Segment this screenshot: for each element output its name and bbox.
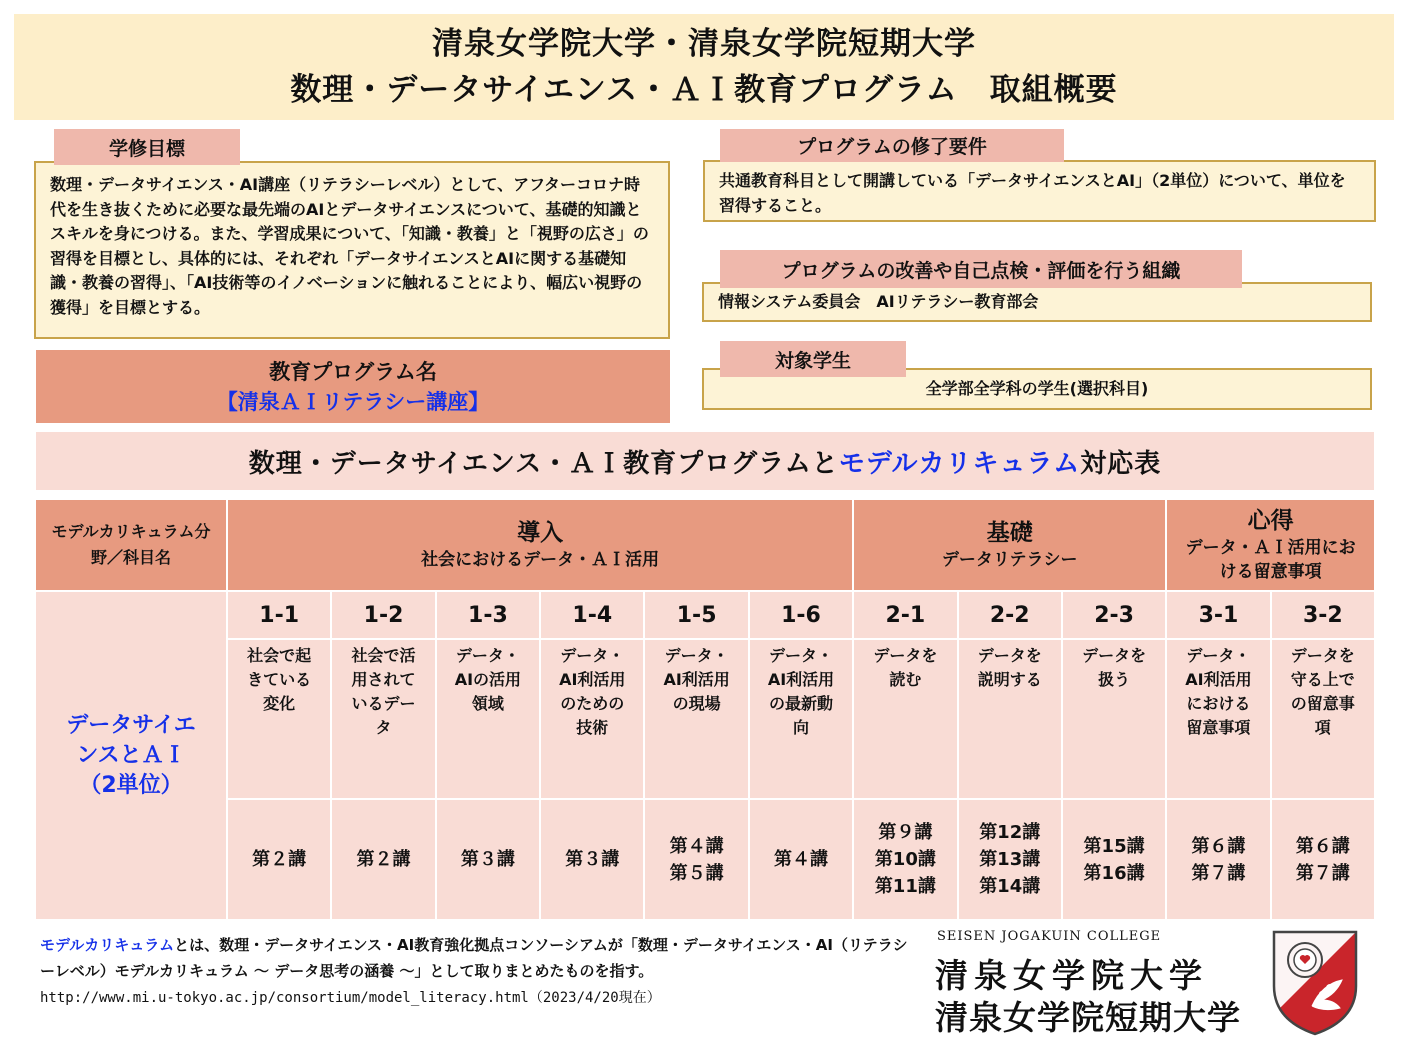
table-corner-header: モデルカリキュラム分野／科目名 [36,500,226,590]
column-number: 1-3 [437,592,539,638]
column-lecture: 第９講 第10講 第11講 [854,800,956,919]
column-lecture: 第６講 第７講 [1272,800,1374,919]
column-number: 2-2 [959,592,1061,638]
page-title-program: 数理・データサイエンス・ＡＩ教育プログラム 取組概要 [290,72,1118,108]
organization-text: 情報システム委員会 AIリテラシー教育部会 [718,292,1039,311]
column-description-text: データ・AI利活用の現場 [663,646,730,713]
column-description-text: 社会で起きている変化 [247,646,312,713]
column-description-text: データ・AI利活用における留意事項 [1185,646,1252,737]
column-description-text: データを説明する [977,646,1042,689]
footnote-term: モデルカリキュラム [40,936,175,954]
column-description-text: データ・AIの活用領域 [454,646,522,713]
column-number: 1-1 [228,592,330,638]
column-description [437,640,539,798]
program-name-box [36,350,670,423]
curriculum-table [36,500,1374,913]
column-number: 3-2 [1272,592,1374,638]
group-header-basic [854,500,1165,590]
column-description-text: データ・AI利活用のための技術 [559,646,626,737]
column-number: 1-2 [332,592,434,638]
column-description [645,640,747,798]
column-description [750,640,852,798]
column-description-text: データを扱う [1082,646,1147,689]
column-description [1063,640,1165,798]
column-lecture: 第15講 第16講 [1063,800,1165,919]
group-header-mindset [1167,500,1374,590]
column-lecture: 第６講 第７講 [1167,800,1269,919]
goals-box [34,161,670,339]
column-lecture: 第４講 第５講 [645,800,747,919]
column-number: 3-1 [1167,592,1269,638]
group-title: 心得 [1247,508,1294,534]
column-description [332,640,434,798]
logo-junior-college: 清泉女学院短期大学 [935,998,1241,1037]
column-lecture: 第２講 [332,800,434,919]
column-description-text: 社会で活用されているデータ [351,646,416,737]
column-description [1272,640,1374,798]
column-lecture: 第３講 [437,800,539,919]
column-lecture: 第３講 [541,800,643,919]
students-text: 全学部全学科の学生(選択科目) [925,379,1149,398]
subject-name: データサイエンスとＡＩ [66,712,196,768]
column-number: 2-1 [854,592,956,638]
program-name-heading: 教育プログラム名 [269,359,437,384]
group-title: 導入 [517,520,564,546]
group-subtitle: データリテラシー [941,550,1078,570]
subject-credits: （2単位） [79,772,183,798]
column-description-text: データ・AI利活用の最新動向 [767,646,835,737]
organization-heading: プログラムの改善や自己点検・評価を行う組織 [720,250,1242,288]
column-number: 1-5 [645,592,747,638]
requirements-text: 共通教育科目として開講している「データサイエンスとAI」（2単位）について、単位を習得すること。 [719,171,1346,215]
column-description-text: データを守る上での留意事項 [1290,646,1355,737]
group-subtitle: 社会におけるデータ・ＡＩ活用 [421,550,660,570]
footnote-url: http://www.mi.u-tokyo.ac.jp/consortium/model_literacy.html（2023/4/20現在） [40,990,661,1006]
program-name-value: 【清泉ＡＩリテラシー講座】 [216,389,490,414]
column-number: 1-4 [541,592,643,638]
title-banner [14,14,1394,120]
group-subtitle: データ・ＡＩ活用における留意事項 [1185,538,1356,582]
column-number: 2-3 [1063,592,1165,638]
column-description-text: データを読む [873,646,938,689]
students-heading: 対象学生 [720,341,906,377]
footnote-text: とは、数理・データサイエンス・AI教育強化拠点コンソーシアムが「数理・データサイエンス・AI（リテラシーレベル）モデルカリキュラム ～ データ思考の涵養 ～」として取りまとめたものを指す。 [40,936,908,980]
column-number: 1-6 [750,592,852,638]
column-description [228,640,330,798]
logo-english: SEISEN JOGAKUIN COLLEGE [937,929,1162,944]
goals-text: 数理・データサイエンス・AI講座（リテラシーレベル）として、アフターコロナ時代を生き抜くために必要な最先端のAIとデータサイエンスについて、基礎的知識とスキルを身につける。また、学習成果について、「知識・教養」と「視野の広さ」の習得を目標とし、具体的には、それぞれ「データサイエンスとAIに関する基礎知識・教養の習得」、「AI技術等のイノベーションに触れることにより、幅広い視野の獲得」を目標とする。 [50,175,649,317]
column-description [1167,640,1269,798]
footnote [40,932,920,1011]
group-header-intro [228,500,852,590]
group-title: 基礎 [986,520,1033,546]
table-title [36,432,1374,490]
subject-cell [36,592,226,919]
requirements-box [703,160,1376,222]
column-lecture: 第２講 [228,800,330,919]
table-title-part1: 数理・データサイエンス・ＡＩ教育プログラムと [248,448,839,479]
crest-icon [1270,928,1360,1038]
logo-university: 清泉女学院大学 [935,956,1208,995]
table-title-model-curriculum: モデルカリキュラム [838,448,1081,479]
column-description [541,640,643,798]
requirements-heading: プログラムの修了要件 [720,129,1064,162]
organization-box [702,282,1372,322]
goals-heading: 学修目標 [54,129,240,165]
page-title-university: 清泉女学院大学・清泉女学院短期大学 [432,26,976,62]
column-lecture: 第12講 第13講 第14講 [959,800,1061,919]
table-title-part3: 対応表 [1080,448,1162,479]
column-description [854,640,956,798]
column-description [959,640,1061,798]
column-lecture: 第４講 [750,800,852,919]
